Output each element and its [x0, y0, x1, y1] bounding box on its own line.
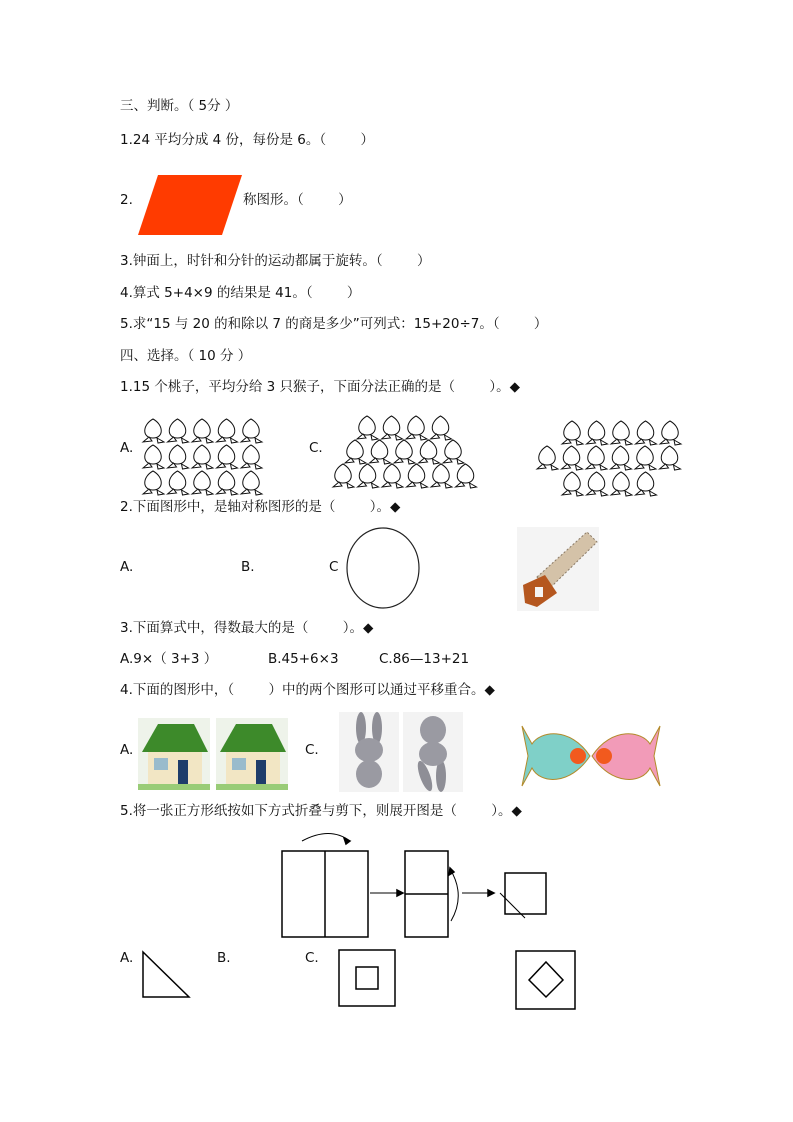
choice-q2-option-c: C: [329, 559, 339, 575]
judge-q4: 4.算式 5+4×9 的结果是 41。（ ）: [120, 285, 361, 301]
choice-q3-option-b: B.45+6×3: [268, 651, 339, 667]
choice-q2: 2.下面图形中，是轴对称图形的是（ ）。◆: [120, 499, 401, 515]
choice-q4: 4.下面的图形中，（ ）中的两个图形可以通过平移重合。◆: [120, 682, 495, 698]
section-4-title: 四、选择。（ 10 分 ）: [120, 348, 252, 364]
choice-q1-option-a: A.: [120, 440, 134, 456]
choice-q3: 3.下面算式中，得数最大的是（ ）。◆: [120, 620, 374, 636]
choice-q2-option-b: B.: [241, 559, 255, 575]
choice-q3-option-c: C.86—13+21: [379, 651, 470, 667]
choice-q5: 5.将一张正方形纸按如下方式折叠与剪下，则展开图是（ ）。◆: [120, 803, 522, 819]
choice-q3-option-a: A.9×（ 3+3 ）: [120, 651, 218, 667]
judge-q2-text: 称图形。（ ）: [243, 192, 352, 208]
judge-q3: 3.钟面上，时针和分针的运动都属于旋转。（ ）: [120, 253, 431, 269]
choice-q5-option-c: C.: [305, 950, 319, 966]
judge-q5: 5.求“15 与 20 的和除以 7 的商是多少”可列式：15+20÷7。（ ）: [120, 316, 548, 332]
choice-q1: 1.15 个桃子，平均分给 3 只猴子，下面分法正确的是（ ）。◆: [120, 379, 520, 395]
judge-q1: 1.24 平均分成 4 份，每份是 6。（ ）: [120, 132, 374, 148]
choice-q5-option-b: B.: [217, 950, 231, 966]
choice-q4-option-a: A.: [120, 742, 134, 758]
choice-q5-option-a: A.: [120, 950, 134, 966]
choice-q1-option-c: C.: [309, 440, 323, 456]
judge-q2-number: 2.: [120, 192, 133, 208]
choice-q2-option-a: A.: [120, 559, 134, 575]
choice-q4-option-c: C.: [305, 742, 319, 758]
section-3-title: 三、判断。（ 5分 ）: [120, 98, 239, 114]
